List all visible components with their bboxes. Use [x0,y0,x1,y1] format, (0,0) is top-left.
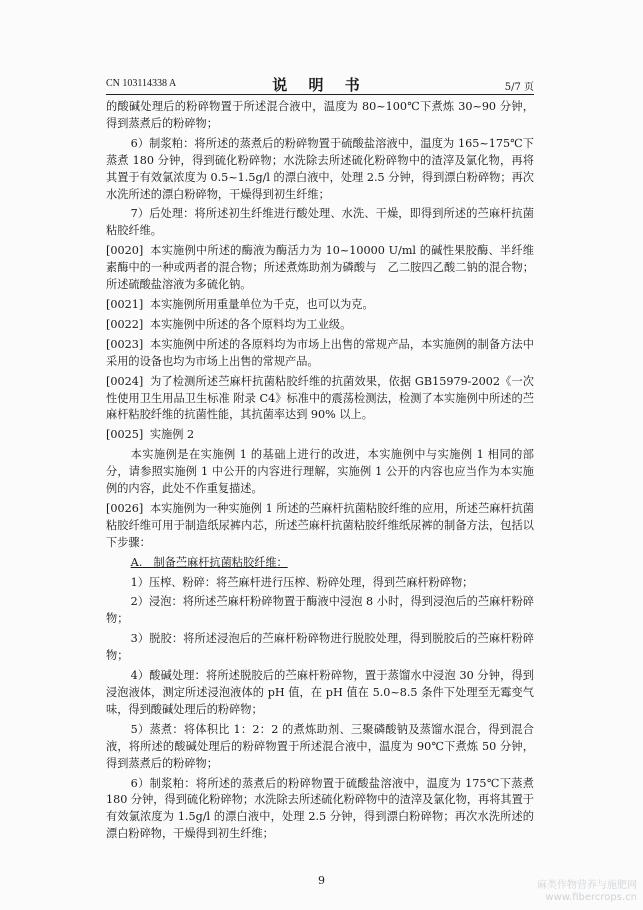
page-number: 9 [318,874,325,887]
paragraph-0025 [106,427,534,444]
paragraph-number: [0026] [106,501,144,515]
paragraph-0021 [106,297,534,314]
watermark-url: www.fibercrops.cn [545,892,637,903]
paragraph-number: [0024] [106,374,144,388]
paragraph-text: 本实施例中所述的各原料均为市场上出售的常规产品，本实施例的制备方法中采用的设备也均为市场上出售的常规产品。 [106,337,534,368]
paragraph-number: [0023] [106,337,144,351]
paragraph-text: 本实施例中所述的各个原料均为工业级。 [149,317,352,331]
watermark [537,880,637,904]
paragraph-0024 [106,374,534,425]
paragraph-number: [0025] [106,428,144,442]
paragraph-text: 本实施例所用重量单位为千克，也可以为克。 [149,297,374,311]
paragraph-number: [0021] [106,297,144,311]
watermark-name: 麻类作物营养与施肥网 [537,880,637,891]
paragraph-number: [0020] [106,244,144,258]
paragraph-continuation: 的酸碱处理后的粉碎物置于所述混合液中，温度为 80~100℃下煮炼 30~90 分钟，得到蒸煮后的粉碎物； [106,100,534,130]
paragraph-text: 为了检测所述苎麻杆抗菌粘胶纤维的抗菌效果，依据 GB15979-2002《一次性使用卫生用品卫生标准 附录 C4》标准中的震荡检测法，检测了本实施例中所述的苎麻杆粘胶纤维的抗菌性能，其抗菌率达到 90% 以上。 [106,374,534,422]
paragraph-0022 [106,317,534,334]
paragraph-text: 本实施例为一种实施例 1 所述的苎麻杆抗菌粘胶纤维的应用，所述苎麻杆抗菌粘胶纤维可用于制造纸尿裤内芯，所述苎麻杆抗菌粘胶纤维纸尿裤的制备方法，包括以下步骤： [106,501,534,549]
paragraph-step-6b: 6）制浆粕：将所述的蒸煮后的粉碎物置于硫酸盐溶液中，温度为 175℃下蒸煮 180 分钟，得到硫化粉碎物；水洗除去所述硫化粉碎物中的渣滓及氯化物，再将其置于有效氯浓度为 1.5g/l 的漂白液中，处理 2.5 分钟，得到漂白粉碎物；再次水洗所述的漂白粉碎物，干燥得到初生纤维； [106,776,534,841]
section-heading: 实施例 2 [149,428,195,442]
paragraph-step-3: 3）脱胶：将所述浸泡后的苎麻杆粉碎物进行脱胶处理，得到脱胶后的苎麻杆粉碎物； [106,632,534,663]
paragraph-step-5: 5）蒸煮：将体积比 1：2：2 的煮炼助剂、三聚磷酸钠及蒸馏水混合，得到混合液，将所述的酸碱处理后的粉碎物置于所述混合液中，温度为 90℃下煮炼 50 分钟，得到蒸煮后的粉碎物； [106,722,534,770]
document-title: 说 明 书 [272,76,368,94]
paragraph-number: [0022] [106,317,144,331]
page-indicator: 5/7 页 [504,82,534,93]
paragraph-0026 [106,501,534,552]
paragraph-step-7: 7）后处理：将所述初生纤维进行酸处理、水洗、干燥，即得到所述的苎麻杆抗菌粘胶纤维。 [106,207,534,238]
paragraph-0023 [106,337,534,371]
subsection-heading: A. 制备苎麻杆抗菌粘胶纤维： [130,555,288,569]
paragraph-embodiment-2: 本实施例是在实施例 1 的基础上进行的改进，本实施例中与实施例 1 相同的部分，请参照实施例 1 中公开的内容进行理解，实施例 1 公开的内容也应当作为本实施例的内容，此处不作重复描述。 [106,448,534,496]
page-header [106,74,534,94]
document-body [106,99,534,843]
paragraph-step-2: 2）浸泡：将所述苎麻杆粉碎物置于酶液中浸泡 8 小时，得到浸泡后的苎麻杆粉碎物； [106,595,534,626]
header-rule [106,94,534,95]
paragraph-step-1: 1）压榨、粉碎：将苎麻杆进行压榨、粉碎处理，得到苎麻杆粉碎物； [130,575,474,589]
paragraph-step-4: 4）酸碱处理：将所述脱胶后的苎麻杆粉碎物，置于蒸馏水中浸泡 30 分钟，得到浸泡液体，测定所述浸泡液体的 pH 值，在 pH 值在 5.0~8.5 条件下处理至无霉变气味，得到酸碱处理后的粉碎物； [106,669,534,716]
patent-number: CN 103114338 A [106,78,177,89]
paragraph-0020 [106,243,534,294]
paragraph-text: 本实施例中所述的酶液为酶活力为 10~10000 U/ml 的碱性果胶酶、半纤维素酶中的一种或两者的混合物；所述煮炼助剂为磷酸与 乙二胺四乙酸二钠的混合物；所述硫酸盐溶液为多硫化钠。 [106,244,534,292]
paragraph-step-6: 6）制浆粕：将所述的蒸煮后的粉碎物置于硫酸盐溶液中，温度为 165~175℃下蒸煮 180 分钟，得到硫化粉碎物；水洗除去所述硫化粉碎物中的渣滓及氯化物，再将其置于有效氯浓度为 0.5~1.5g/l 的漂白液中，处理 2.5 分钟，得到漂白粉碎物；再次水洗所述的漂白粉碎物，干燥得到初生纤维； [106,136,534,201]
